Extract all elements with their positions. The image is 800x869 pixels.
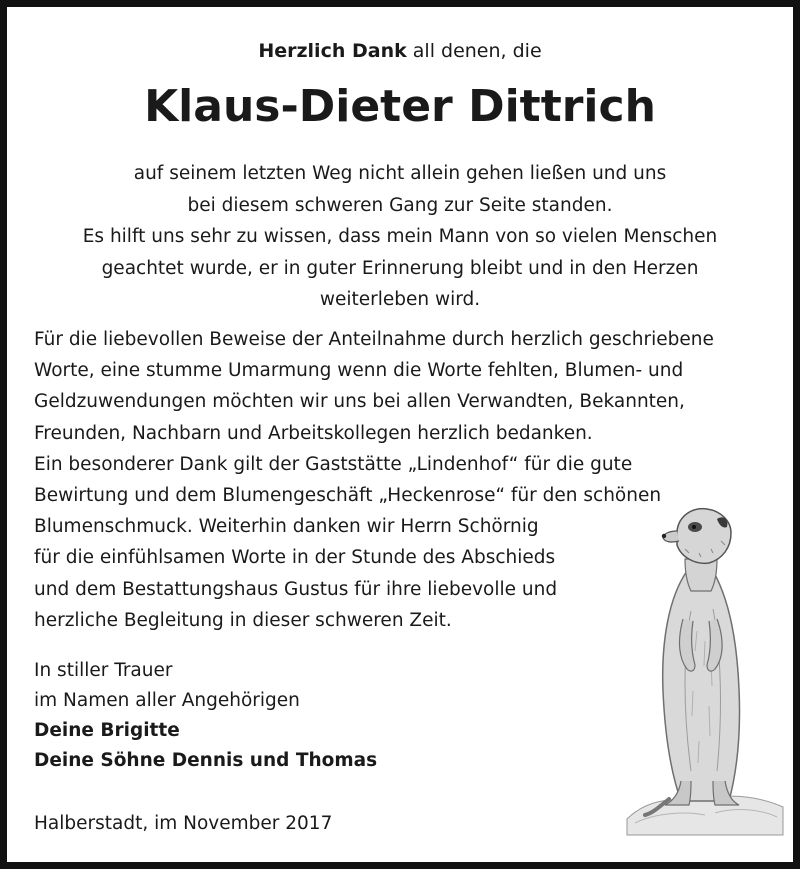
place-and-date: Halberstadt, im November 2017 (34, 813, 333, 834)
body-line: herzliche Begleitung in dieser schweren Zeit. (34, 609, 452, 631)
deceased-name: Klaus-Dieter Dittrich (144, 81, 656, 132)
body-line: Blumenschmuck. Weiterhin danken wir Herrn Schörnig (34, 516, 539, 538)
heading (7, 38, 793, 64)
body-line: Freunden, Nachbarn und Arbeitskollegen herzlich bedanken. (34, 422, 593, 444)
intro-line: weiterleben wird. (319, 289, 481, 310)
body-line: Bewirtung und dem Blumengeschäft „Heckenrose“ für den schönen (34, 485, 662, 507)
body-line: Worte, eine stumme Umarmung wenn die Worte fehlten, Blumen- und (34, 360, 684, 382)
body-line: Geldzuwendungen möchten wir uns bei allen Verwandten, Bekannten, (34, 391, 685, 413)
intro-paragraph (7, 158, 793, 316)
relatives-line: im Namen aller Angehörigen (34, 690, 300, 711)
mourning-line: In stiller Trauer (34, 660, 173, 681)
body-line: und dem Bestattungshaus Gustus für ihre liebevolle und (34, 578, 558, 600)
body-line: Ein besonderer Dank gilt der Gaststätte „Lindenhof“ für die gute (34, 453, 633, 475)
widow-name: Deine Brigitte (34, 720, 180, 741)
meerkat-illustration (625, 501, 785, 841)
signature-block (34, 656, 554, 776)
sons-names: Deine Söhne Dennis und Thomas (34, 750, 378, 771)
heading-bold: Herzlich Dank (258, 40, 407, 62)
intro-line: Es hilft uns sehr zu wissen, dass mein Mann von so vielen Menschen (82, 226, 718, 247)
intro-line: auf seinem letzten Weg nicht allein gehen ließen und uns (133, 163, 667, 184)
intro-line: bei diesem schweren Gang zur Seite standen. (187, 194, 613, 216)
heading-rest: all denen, die (406, 40, 542, 62)
body-line: Für die liebevollen Beweise der Anteilnahme durch herzlich geschriebene (34, 329, 714, 350)
intro-line: geachtet wurde, er in guter Erinnerung bleibt und in den Herzen (101, 257, 699, 279)
body-line: für die einfühlsamen Worte in der Stunde des Abschieds (34, 547, 556, 569)
